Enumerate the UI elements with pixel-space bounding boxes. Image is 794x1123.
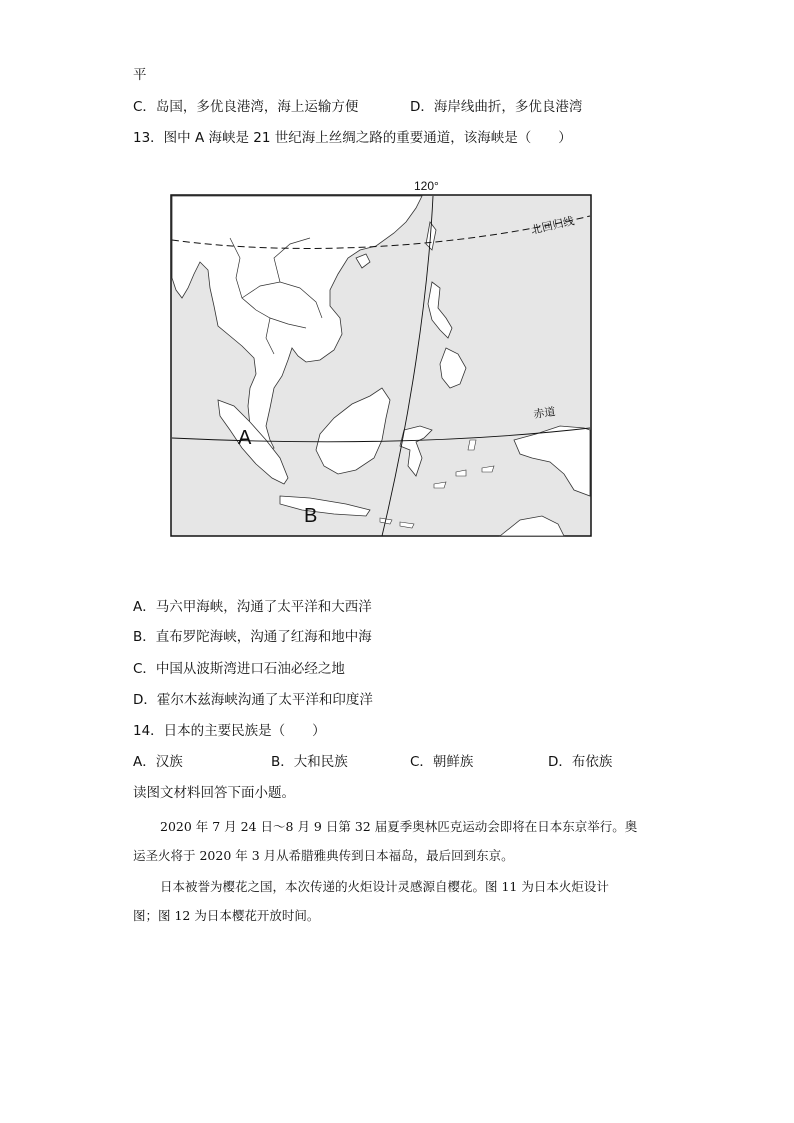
q13-option-d[interactable]: D．霍尔木兹海峡沟通了太平洋和印度洋 — [133, 692, 373, 708]
material-para1-line1: 2020 年 7 月 24 日～8 月 9 日第 32 届夏季奥林匹克运动会即将在日本东京举行。奥 — [160, 819, 638, 834]
tropic-label: 北回归线 — [529, 214, 576, 237]
material-para2-line2: 图；图 12 为日本樱花开放时间。 — [133, 908, 320, 923]
southeast-asia-map — [170, 178, 592, 538]
equator-label: 赤道 — [532, 405, 557, 421]
meridian-label: 120° — [414, 179, 439, 193]
q12-tail-line: 平 — [133, 67, 147, 83]
strait-b-label: B — [304, 505, 318, 527]
material-para1-line2: 运圣火将于 2020 年 3 月从希腊雅典传到日本福岛，最后回到东京。 — [133, 848, 514, 863]
q13-option-c[interactable]: C．中国从波斯湾进口石油必经之地 — [133, 661, 345, 677]
q14-option-a[interactable]: A．汉族 — [133, 754, 183, 770]
read-prompt: 读图文材料回答下面小题。 — [133, 785, 295, 801]
q14-option-c[interactable]: C．朝鲜族 — [410, 754, 474, 770]
q13-option-a[interactable]: A．马六甲海峡，沟通了太平洋和大西洋 — [133, 599, 372, 615]
strait-a-label: A — [238, 427, 252, 449]
q12-option-c[interactable]: C．岛国，多优良港湾，海上运输方便 — [133, 99, 359, 115]
q13-option-b[interactable]: B．直布罗陀海峡，沟通了红海和地中海 — [133, 629, 372, 645]
q14-option-b[interactable]: B．大和民族 — [271, 754, 348, 770]
q14-stem: 14．日本的主要民族是（ ） — [133, 723, 326, 739]
q14-option-d[interactable]: D．布依族 — [548, 754, 613, 770]
material-para2-line1: 日本被誉为樱花之国，本次传递的火炬设计灵感源自樱花。图 11 为日本火炬设计 — [160, 879, 609, 894]
q13-stem: 13．图中 A 海峡是 21 世纪海上丝绸之路的重要通道，该海峡是（ ） — [133, 130, 572, 146]
q12-option-d[interactable]: D．海岸线曲折，多优良港湾 — [410, 99, 583, 115]
